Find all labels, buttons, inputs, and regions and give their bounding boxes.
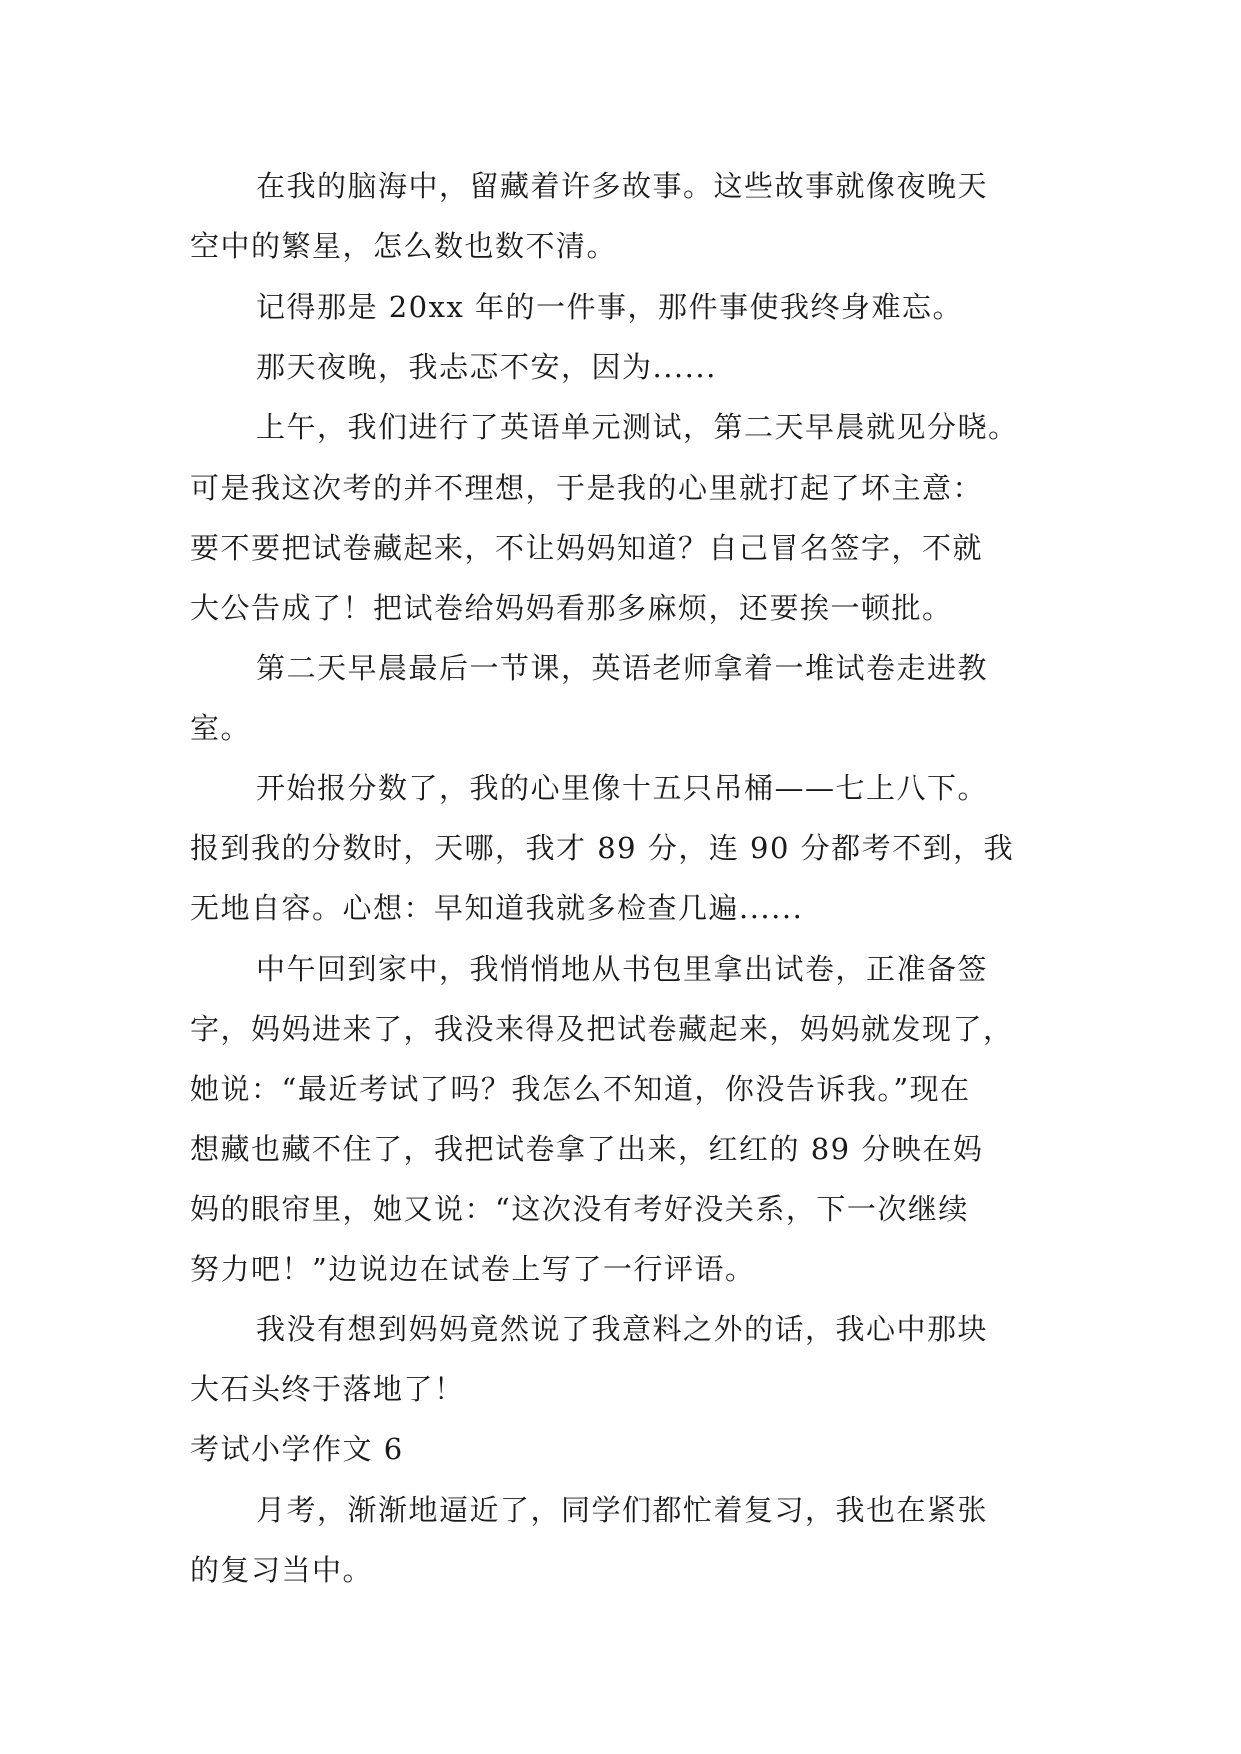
paragraph-line: 大石头终于落地了！ (190, 1372, 465, 1406)
paragraph-line: 要不要把试卷藏起来，不让妈妈知道？自己冒名签字，不就 (190, 531, 984, 565)
paragraph-line: 那天夜晚，我忐忑不安，因为...... (256, 350, 717, 384)
paragraph-line: 在我的脑海中，留藏着许多故事。这些故事就像夜晚天 (256, 169, 989, 203)
paragraph-line: 她说：“最近考试了吗？我怎么不知道，你没告诉我。”现在 (190, 1072, 971, 1106)
paragraph-line: 我没有想到妈妈竟然说了我意料之外的话，我心中那块 (256, 1312, 989, 1346)
paragraph-line: 室。 (190, 711, 252, 745)
paragraph-line: 努力吧！”边说边在试卷上写了一行评语。 (190, 1252, 756, 1286)
paragraph-line: 字，妈妈进来了，我没来得及把试卷藏起来，妈妈就发现了， (190, 1012, 1014, 1046)
section-heading: 考试小学作文 6 (190, 1432, 404, 1466)
paragraph-line: 中午回到家中，我悄悄地从书包里拿出试卷，正准备签 (256, 952, 989, 986)
paragraph-line: 记得那是 20xx 年的一件事，那件事使我终身难忘。 (256, 290, 964, 324)
paragraph-line: 开始报分数了，我的心里像十五只吊桶——七上八下。 (256, 771, 989, 805)
paragraph-line: 可是我这次考的并不理想，于是我的心里就打起了坏主意： (190, 471, 984, 505)
paragraph-line: 第二天早晨最后一节课，英语老师拿着一堆试卷走进教 (256, 651, 989, 685)
paragraph-line: 的复习当中。 (190, 1553, 374, 1587)
paragraph-line: 想藏也藏不住了，我把试卷拿了出来，红红的 89 分映在妈 (190, 1132, 984, 1166)
paragraph-line: 月考，渐渐地逼近了，同学们都忙着复习，我也在紧张 (256, 1493, 989, 1527)
paragraph-line: 妈的眼帘里，她又说：“这次没有考好没关系，下一次继续 (190, 1192, 969, 1226)
paragraph-line: 上午，我们进行了英语单元测试，第二天早晨就见分晓。 (256, 410, 1019, 444)
paragraph-line: 大公告成了！把试卷给妈妈看那多麻烦，还要挨一顿批。 (190, 591, 953, 625)
paragraph-line: 报到我的分数时，天哪，我才 89 分，连 90 分都考不到，我 (190, 831, 1015, 865)
paragraph-line: 无地自容。心想：早知道我就多检查几遍...... (190, 891, 804, 925)
paragraph-line: 空中的繁星，怎么数也数不清。 (190, 229, 618, 263)
